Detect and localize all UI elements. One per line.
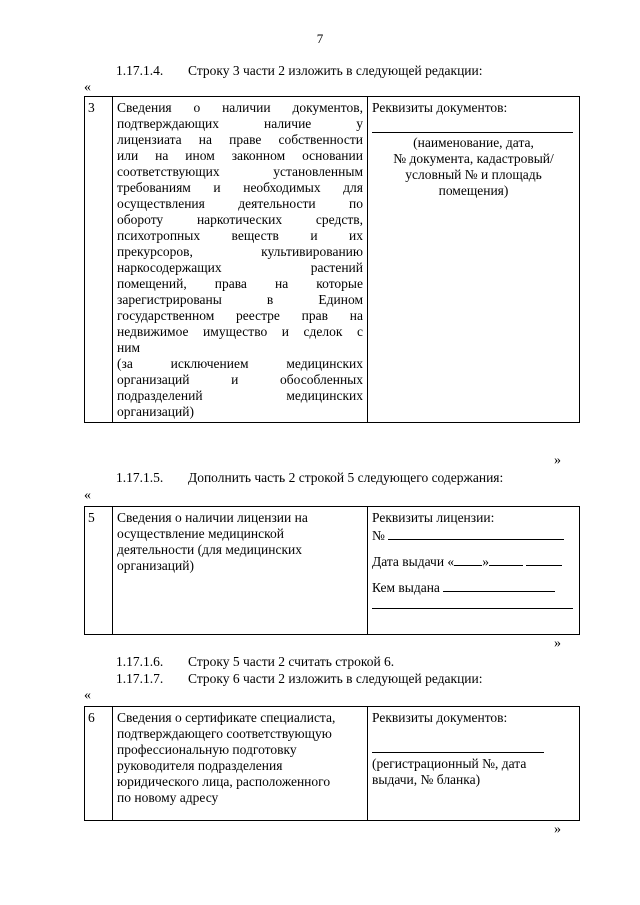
requisites-hint: (регистрационный №, дата (372, 756, 527, 771)
text-line: по новому адресу (117, 790, 219, 805)
requisites-hint: помещения) (438, 183, 509, 198)
row-requisites (368, 507, 580, 635)
text-line: прекурсоров, культивированию (117, 244, 363, 259)
issued-by-label: Кем выдана (372, 580, 440, 595)
text-line: юридического лица, расположенного (117, 774, 331, 789)
text-line: зарегистрированы в Едином (117, 292, 363, 307)
item-number: 1.17.1.7. (116, 671, 164, 686)
text-line: организаций) (117, 558, 194, 573)
text-line: руководителя подразделения (117, 758, 283, 773)
requisites-title: Реквизиты документов: (372, 710, 508, 725)
text-line: помещений, права на которые (117, 276, 363, 291)
text-line: наркосодержащих растений (117, 260, 363, 275)
text-line: Сведения о наличии документов, (117, 100, 363, 115)
text-line: государственном реестре прав на (117, 308, 363, 323)
text-line: профессиональную подготовку (117, 742, 297, 757)
fill-in-line (372, 116, 573, 133)
row-number: 6 (85, 707, 113, 821)
requisites-hint: (наименование, дата, (413, 135, 534, 150)
text-line: требованиям и необходимых для (117, 180, 363, 195)
issued-by-field (372, 578, 575, 596)
row-description (113, 97, 368, 423)
amendment-item (116, 671, 483, 687)
table-row-3 (84, 96, 580, 423)
text-line: соответствующих установленным (117, 164, 363, 179)
close-quote: » (554, 822, 561, 837)
item-number: 1.17.1.6. (116, 654, 164, 669)
amendment-item (116, 470, 503, 486)
text-line: психотропных веществ и их (117, 228, 363, 243)
open-quote: « (84, 688, 91, 703)
item-text: Строку 3 части 2 изложить в следующей редакции: (188, 63, 483, 78)
item-number: 1.17.1.4. (116, 63, 164, 78)
requisites-title: Реквизиты лицензии: (372, 510, 495, 525)
note-line: (за исключением медицинских (117, 356, 363, 371)
row-description (113, 507, 368, 635)
text-line: лицензиата на праве собственности (117, 132, 363, 147)
text-line: деятельности (для медицинских (117, 542, 302, 557)
close-quote: » (554, 453, 561, 468)
fill-in-line (443, 578, 555, 592)
table-row-6 (84, 706, 580, 821)
text-line: недвижимое имущество и сделок с (117, 324, 363, 339)
fill-in-line (372, 748, 544, 753)
note-line: подразделений медицинских (117, 388, 363, 403)
date-label: Дата выдачи « (372, 554, 455, 569)
license-number-field (372, 526, 575, 544)
item-text: Строку 5 части 2 считать строкой 6. (188, 654, 395, 669)
text-line: осуществления деятельности по (117, 196, 363, 211)
requisites-hint: № документа, кадастровый/ (393, 151, 554, 166)
text-line: осуществление медицинской (117, 526, 284, 541)
issue-date-field (372, 552, 575, 570)
page-number: 7 (316, 31, 324, 46)
table-row-5 (84, 506, 580, 635)
fill-in-line (489, 552, 523, 566)
item-text: Строку 6 части 2 изложить в следующей редакции: (188, 671, 483, 686)
row-requisites (368, 97, 580, 423)
close-quote: » (554, 636, 561, 651)
fill-in-line (372, 596, 573, 609)
item-number: 1.17.1.5. (116, 470, 164, 485)
requisites-hint: выдачи, № бланка) (372, 772, 481, 787)
fill-in-line (388, 526, 564, 540)
row-description (113, 707, 368, 821)
item-text: Дополнить часть 2 строкой 5 следующего содержания: (188, 470, 504, 485)
row-number: 3 (85, 97, 113, 423)
requisites-hint: условный № и площадь (405, 167, 542, 182)
fill-in-line (454, 552, 482, 566)
open-quote: « (84, 80, 91, 95)
fill-in-line (526, 552, 562, 566)
note-line: организаций) (117, 404, 194, 419)
text-line: подтверждающих наличие у (117, 116, 363, 131)
text-line: подтверждающего соответствующую (117, 726, 332, 741)
text-line: Сведения о наличии лицензии на (117, 510, 308, 525)
number-label: № (372, 528, 385, 543)
text-line: обороту наркотических средств, (117, 212, 363, 227)
text-line: или на ином законном основании (117, 148, 363, 163)
date-quote: » (482, 554, 489, 569)
text-line: ним (117, 340, 140, 355)
amendment-item (116, 63, 483, 79)
row-requisites (368, 707, 580, 821)
amendment-item (116, 654, 394, 670)
open-quote: « (84, 488, 91, 503)
requisites-title: Реквизиты документов: (372, 100, 508, 115)
note-line: организаций и обособленных (117, 372, 363, 387)
row-number: 5 (85, 507, 113, 635)
text-line: Сведения о сертификате специалиста, (117, 710, 336, 725)
